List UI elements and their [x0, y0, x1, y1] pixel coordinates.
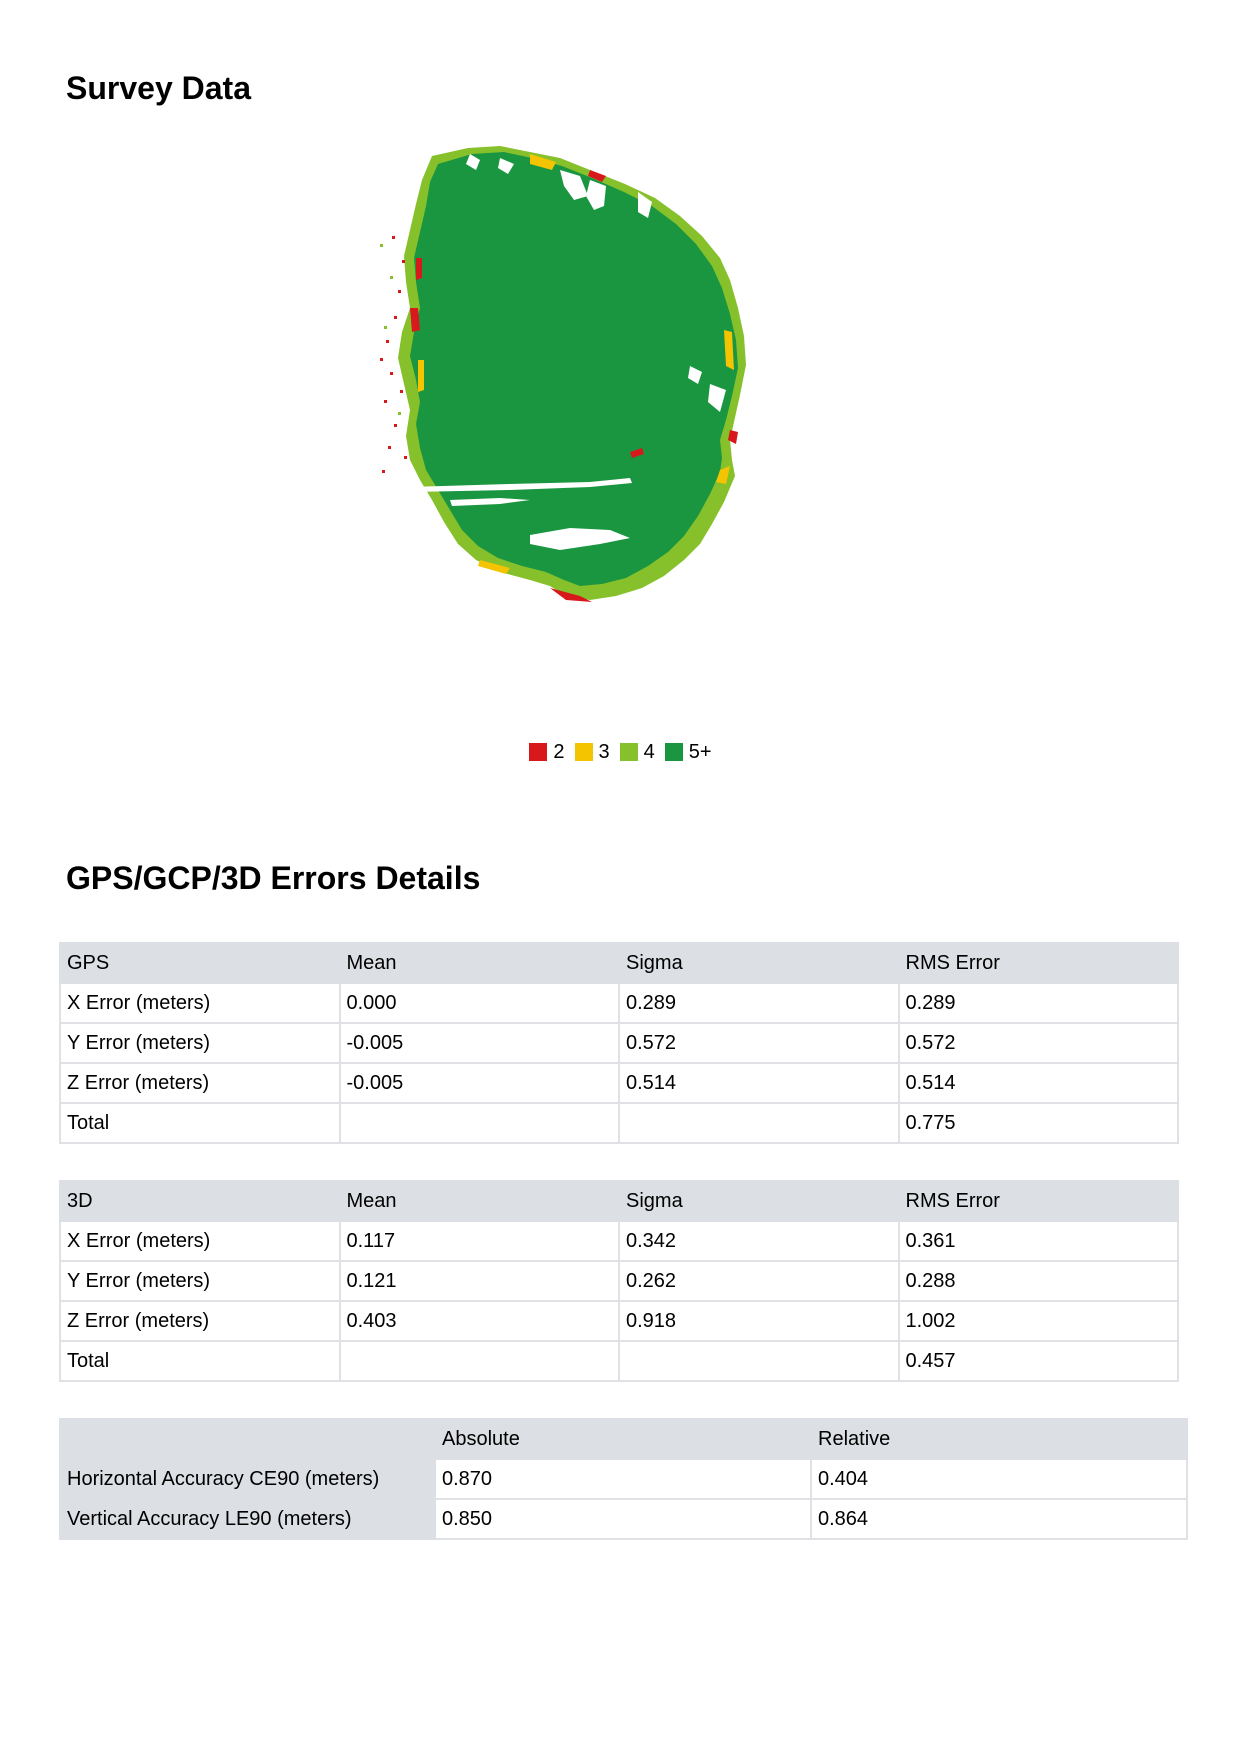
- column-header: Sigma: [619, 1181, 899, 1221]
- table-cell: [619, 1103, 899, 1143]
- table-cell: 0.918: [619, 1301, 899, 1341]
- table-cell: 0.342: [619, 1221, 899, 1261]
- table-cell: 0.262: [619, 1261, 899, 1301]
- row-label: Y Error (meters): [60, 1261, 340, 1301]
- table-row: [60, 1459, 1187, 1499]
- table-row: [60, 1063, 1178, 1103]
- row-label: Y Error (meters): [60, 1023, 340, 1063]
- legend-item: [620, 742, 655, 762]
- column-header: [60, 1419, 435, 1459]
- legend-label: 2: [553, 741, 565, 763]
- table-cell: 0.289: [899, 983, 1179, 1023]
- row-label: Z Error (meters): [60, 1301, 340, 1341]
- map-legend: [0, 742, 1241, 762]
- survey-data-title: Survey Data: [66, 70, 251, 106]
- table-row: [60, 1301, 1178, 1341]
- table-cell: 0.457: [899, 1341, 1179, 1381]
- table-header-row: [60, 1419, 1187, 1459]
- table-row: [60, 1023, 1178, 1063]
- column-header: RMS Error: [899, 943, 1179, 983]
- survey-overlap-map: [380, 140, 880, 700]
- table-row: [60, 1341, 1178, 1381]
- column-header: Mean: [340, 1181, 620, 1221]
- column-header: Sigma: [619, 943, 899, 983]
- table-cell: 0.572: [619, 1023, 899, 1063]
- legend-swatch: [529, 743, 547, 761]
- table-cell: 0.514: [899, 1063, 1179, 1103]
- table-header-row: [60, 1181, 1178, 1221]
- column-header: Mean: [340, 943, 620, 983]
- table-cell: [340, 1103, 620, 1143]
- legend-label: 3: [598, 741, 610, 763]
- table-cell: 0.864: [811, 1499, 1187, 1539]
- table-cell: 0.870: [435, 1459, 811, 1499]
- column-header: 3D: [60, 1181, 340, 1221]
- legend-label: 4: [643, 741, 655, 763]
- 3d-errors-table: [59, 1180, 1179, 1382]
- table-cell: 0.000: [340, 983, 620, 1023]
- table-cell: 0.121: [340, 1261, 620, 1301]
- legend-swatch: [665, 743, 683, 761]
- map-yellow-left: [418, 360, 424, 392]
- map-red-left-2: [416, 258, 422, 280]
- table-cell: 0.775: [899, 1103, 1179, 1143]
- table-row: [60, 1103, 1178, 1143]
- row-label: X Error (meters): [60, 983, 340, 1023]
- accuracy-table: [59, 1418, 1188, 1540]
- table-row: [60, 1261, 1178, 1301]
- table-cell: [340, 1341, 620, 1381]
- table-cell: 0.289: [619, 983, 899, 1023]
- row-label: Total: [60, 1341, 340, 1381]
- table-cell: 0.514: [619, 1063, 899, 1103]
- table-cell: 0.117: [340, 1221, 620, 1261]
- table-cell: 0.403: [340, 1301, 620, 1341]
- legend-item: [665, 742, 712, 762]
- legend-label: 5+: [688, 741, 712, 763]
- table-row: [60, 1221, 1178, 1261]
- column-header: RMS Error: [899, 1181, 1179, 1221]
- table-cell: 0.361: [899, 1221, 1179, 1261]
- table-cell: 1.002: [899, 1301, 1179, 1341]
- table-row: [60, 1499, 1187, 1539]
- table-cell: -0.005: [340, 1063, 620, 1103]
- table-row: [60, 983, 1178, 1023]
- table-cell: 0.404: [811, 1459, 1187, 1499]
- table-cell: -0.005: [340, 1023, 620, 1063]
- column-header: Relative: [811, 1419, 1187, 1459]
- table-header-row: [60, 943, 1178, 983]
- row-label: X Error (meters): [60, 1221, 340, 1261]
- row-label: Vertical Accuracy LE90 (meters): [60, 1499, 435, 1539]
- map-scatter-points-green: [380, 244, 401, 415]
- row-label: Horizontal Accuracy CE90 (meters): [60, 1459, 435, 1499]
- table-cell: [619, 1341, 899, 1381]
- table-cell: 0.850: [435, 1499, 811, 1539]
- column-header: GPS: [60, 943, 340, 983]
- table-cell: 0.288: [899, 1261, 1179, 1301]
- row-label: Z Error (meters): [60, 1063, 340, 1103]
- legend-item: [575, 742, 610, 762]
- map-body: [410, 152, 738, 586]
- legend-swatch: [575, 743, 593, 761]
- row-label: Total: [60, 1103, 340, 1143]
- legend-item: [529, 742, 564, 762]
- table-cell: 0.572: [899, 1023, 1179, 1063]
- column-header: Absolute: [435, 1419, 811, 1459]
- legend-swatch: [620, 743, 638, 761]
- errors-details-title: GPS/GCP/3D Errors Details: [66, 860, 481, 896]
- gps-errors-table: [59, 942, 1179, 1144]
